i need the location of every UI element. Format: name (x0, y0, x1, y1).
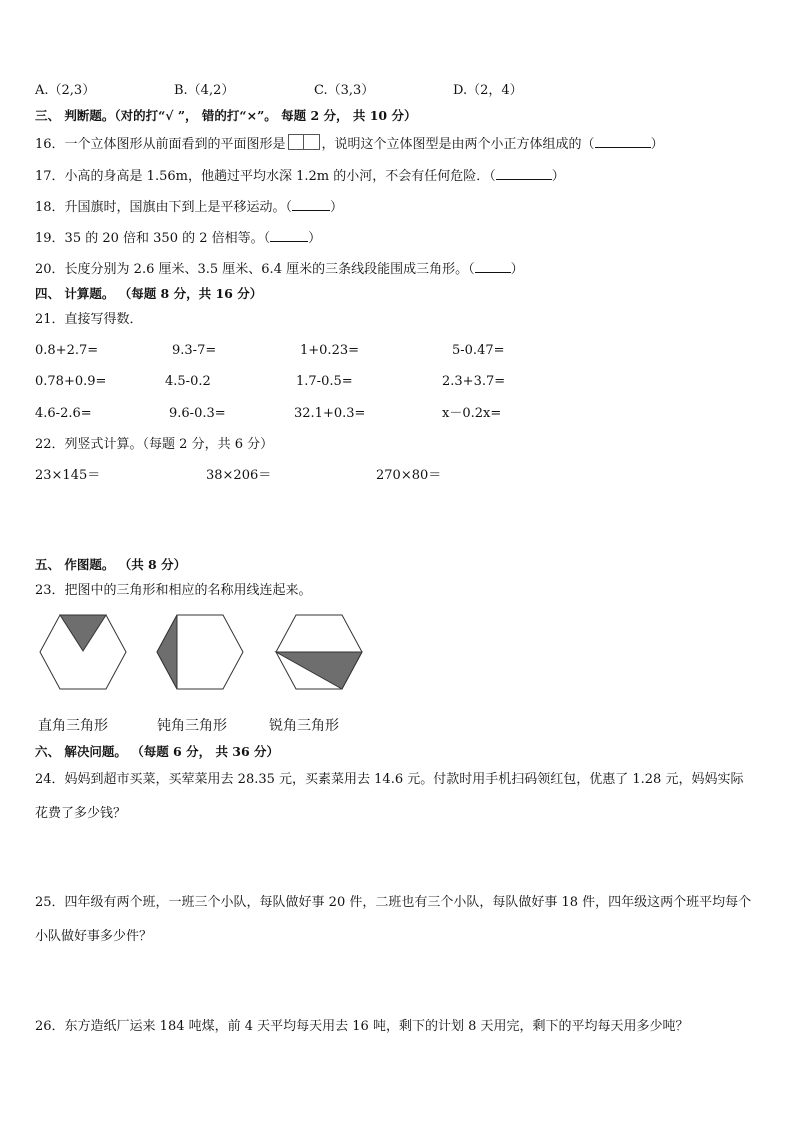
section-3-title: 三、 判断题。（对的打“√ ”， 错的打“×”。 每题 2 分， 共 10 分） (35, 108, 417, 123)
calc-item: 32.1+0.3= (294, 406, 366, 421)
question-22: 22．列竖式计算。（每题 2 分，共 6 分） (35, 437, 274, 452)
calc-item: x－0.2x= (442, 406, 502, 421)
q17-text: 17．小高的身高是 1.56m，他趟过平均水深 1.2m 的小河，不会有任何危险．（ (35, 169, 496, 184)
q18-text: 18．升国旗时，国旗由下到上是平移运动。（ (35, 200, 293, 215)
question-20 (35, 259, 524, 279)
calc-item: 2.3+3.7= (442, 374, 506, 389)
q18-close: ） (330, 200, 344, 215)
two-squares-figure (288, 134, 320, 150)
q20-answer-blank[interactable] (475, 259, 511, 273)
calc-item: 9.6-0.3= (169, 406, 226, 421)
q19-answer-blank[interactable] (270, 228, 308, 242)
hexagon-right-triangle-figure (38, 613, 128, 691)
calc-item: 0.8+2.7= (35, 343, 99, 358)
question-18 (35, 197, 343, 217)
calc-item: 0.78+0.9= (35, 374, 107, 389)
q17-close: ） (551, 169, 565, 184)
question-24: 24．妈妈到超市买菜，买荤菜用去 28.35 元，买素菜用去 14.6 元。付款时用手机扫码领红包，优惠了 1.28 元，妈妈实际花费了多少钱？ (35, 772, 744, 821)
q16-close: ） (650, 137, 664, 152)
triangle-name-obtuse: 钝角三角形 (157, 718, 227, 734)
q16-answer-blank[interactable] (595, 134, 651, 148)
hexagon-obtuse-triangle-figure (155, 613, 245, 691)
vertical-calc-item: 38×206＝ (206, 468, 272, 483)
choice-c: C.（3,3） (314, 83, 375, 98)
q16-text-post: ，说明这个立体图型是由两个小正方体组成的（ (321, 137, 595, 152)
hexagon-acute-triangle-figure (274, 613, 364, 691)
calc-item: 9.3-7= (172, 343, 217, 358)
question-16 (35, 134, 664, 154)
q20-text: 20．长度分别为 2.6 厘米、3.5 厘米、6.4 厘米的三条线段能围成三角形。（ (35, 262, 475, 277)
calc-item: 1.7-0.5= (296, 374, 353, 389)
q18-answer-blank[interactable] (292, 197, 330, 211)
calc-item: 1+0.23= (300, 343, 360, 358)
question-21: 21．直接写得数． (35, 312, 143, 327)
triangle-name-right: 直角三角形 (38, 718, 108, 734)
section-4-title: 四、 计算题。 （每题 8 分，共 16 分） (35, 286, 263, 301)
question-25: 25．四年级有两个班，一班三个小队，每队做好事 20 件，二班也有三个小队，每队做好事 18 件，四年级这两个班平均每个小队做好事多少件？ (35, 895, 752, 944)
question-19 (35, 228, 321, 248)
question-26: 26．东方造纸厂运来 184 吨煤，前 4 天平均每天用去 16 吨，剩下的计划 8 天用完，剩下的平均每天用多少吨？ (35, 1019, 689, 1034)
calc-item: 5-0.47= (452, 343, 505, 358)
section-5-title: 五、 作图题。 （共 8 分） (35, 557, 187, 572)
question-17 (35, 166, 565, 186)
calc-item: 4.5-0.2 (165, 374, 211, 389)
section-6-title: 六、 解决问题。 （每题 6 分， 共 36 分） (35, 744, 280, 759)
choice-d: D.（2，4） (453, 83, 523, 98)
q17-answer-blank[interactable] (496, 166, 552, 180)
vertical-calc-item: 23×145＝ (35, 468, 101, 483)
choice-a: A.（2,3） (35, 83, 96, 98)
q16-text-pre: 16．一个立体图形从前面看到的平面图形是 (35, 137, 286, 152)
calc-item: 4.6-2.6= (35, 406, 92, 421)
question-23: 23．把图中的三角形和相应的名称用线连起来。 (35, 583, 312, 598)
triangle-name-acute: 锐角三角形 (269, 718, 339, 734)
q20-close: ） (510, 262, 524, 277)
choice-b: B.（4,2） (174, 83, 235, 98)
q19-close: ） (308, 231, 322, 246)
vertical-calc-item: 270×80＝ (376, 468, 442, 483)
q19-text: 19．35 的 20 倍和 350 的 2 倍相等。（ (35, 231, 271, 246)
